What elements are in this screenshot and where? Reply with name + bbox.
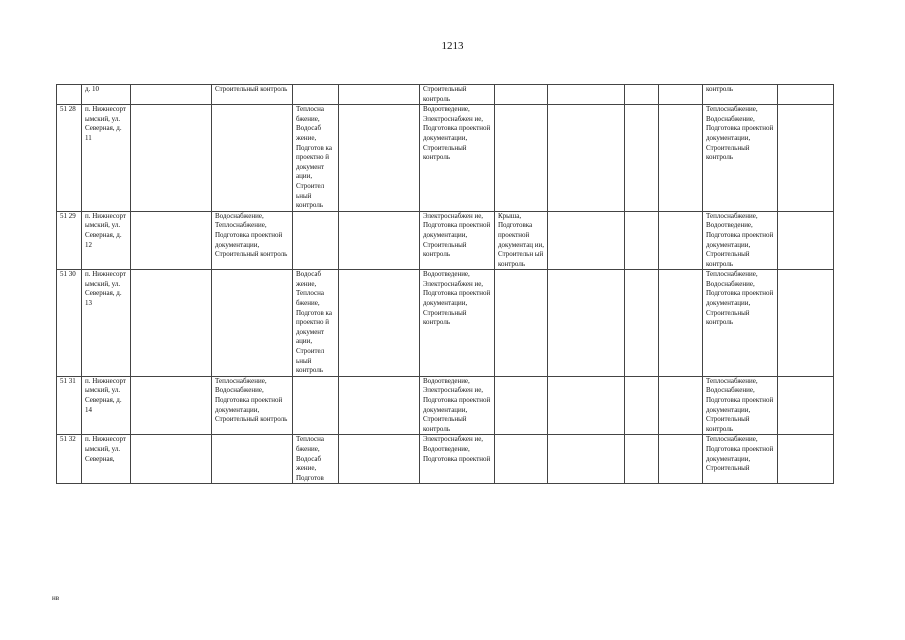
works-cell-roof (495, 85, 548, 105)
table-row (57, 435, 834, 484)
works-cell-engineering: Водоотведение, Электроснабжен ие, Подготовка проектной документации, Строительный контроль (420, 270, 495, 377)
works-cell-b: Теплосна бжение, Водосаб жение, Подготов (293, 435, 339, 484)
works-cell-a (212, 105, 293, 212)
row-number-cell: 51 32 (57, 435, 82, 484)
table-row (57, 376, 834, 435)
table-cell (625, 105, 659, 212)
works-cell-engineering: Электроснабжен ие, Водоотведение, Подготовка проектной (420, 435, 495, 484)
works-cell-a: Водоснабжение, Теплоснабжение, Подготовка проектной документации, Строительный контроль (212, 211, 293, 270)
table-cell (659, 435, 703, 484)
works-cell-a: Теплоснабжение, Водоснабжение, Подготовка проектной документации, Строительный контроль (212, 376, 293, 435)
table-cell (659, 85, 703, 105)
works-cell-engineering: Электроснабжен ие, Подготовка проектной документации, Строительный контроль (420, 211, 495, 270)
table-cell (659, 270, 703, 377)
table-cell (778, 105, 834, 212)
row-number-cell: 51 30 (57, 270, 82, 377)
works-cell-c: Теплоснабжение, Подготовка проектной документации, Строительный (703, 435, 778, 484)
works-cell-a (212, 270, 293, 377)
table-cell (131, 105, 212, 212)
address-cell: п. Нижнесорт ымский, ул. Северная, д. 11 (82, 105, 131, 212)
works-cell-c: Теплоснабжение, Водоснабжение, Подготовка проектной документации, Строительный контроль (703, 376, 778, 435)
works-cell-b (293, 211, 339, 270)
works-cell-engineering: Строительный контроль (420, 85, 495, 105)
works-cell-engineering: Водоотведение, Электроснабжен ие, Подготовка проектной документации, Строительный контроль (420, 376, 495, 435)
works-cell-b (293, 85, 339, 105)
works-cell-roof (495, 270, 548, 377)
works-cell-roof (495, 435, 548, 484)
works-cell-engineering: Водоотведение, Электроснабжен ие, Подготовка проектной документации, Строительный контроль (420, 105, 495, 212)
table-cell (778, 85, 834, 105)
table-cell (548, 211, 625, 270)
works-cell-c: Теплоснабжение, Водоснабжение, Подготовка проектной документации, Строительный контроль (703, 270, 778, 377)
works-cell-c: Теплоснабжение, Водоотведение, Подготовка проектной документации, Строительный контроль (703, 211, 778, 270)
table-cell (131, 211, 212, 270)
table-cell (625, 435, 659, 484)
table-cell (131, 435, 212, 484)
table-cell (548, 435, 625, 484)
table-cell (339, 105, 420, 212)
table-cell (339, 85, 420, 105)
table-row (57, 105, 834, 212)
works-cell-roof: Крыша, Подготовка проектной документац ии, Строительн ый контроль (495, 211, 548, 270)
table-cell (625, 376, 659, 435)
row-number-cell: 51 31 (57, 376, 82, 435)
table-cell (339, 376, 420, 435)
table-cell (339, 435, 420, 484)
table-cell (778, 270, 834, 377)
table-cell (778, 211, 834, 270)
table-cell (339, 270, 420, 377)
registry-table (56, 84, 834, 484)
table-cell (339, 211, 420, 270)
works-cell-c: Теплоснабжение, Водоснабжение, Подготовка проектной документации, Строительный контроль (703, 105, 778, 212)
address-cell: д. 10 (82, 85, 131, 105)
table-cell (625, 85, 659, 105)
address-cell: п. Нижнесорт ымский, ул. Северная, (82, 435, 131, 484)
row-number-cell (57, 85, 82, 105)
table-row (57, 270, 834, 377)
row-number-cell: 51 28 (57, 105, 82, 212)
works-cell-roof (495, 376, 548, 435)
table-cell (659, 376, 703, 435)
works-cell-b: Теплосна бжение, Водосаб жение, Подготов ка проектно й документ ации, Строител ьный контроль (293, 105, 339, 212)
row-number-cell: 51 29 (57, 211, 82, 270)
page-number: 1213 (441, 40, 464, 52)
table-cell (548, 270, 625, 377)
table-cell (625, 211, 659, 270)
table-cell (548, 105, 625, 212)
table-row (57, 211, 834, 270)
works-cell-a: Строительный контроль (212, 85, 293, 105)
footer-mark: нв (52, 594, 60, 602)
table-cell (778, 376, 834, 435)
table-cell (659, 105, 703, 212)
works-cell-a (212, 435, 293, 484)
table-cell (659, 211, 703, 270)
address-cell: п. Нижнесорт ымский, ул. Северная, д. 13 (82, 270, 131, 377)
table-row (57, 85, 834, 105)
table-cell (131, 85, 212, 105)
address-cell: п. Нижнесорт ымский, ул. Северная, д. 12 (82, 211, 131, 270)
table-cell (548, 376, 625, 435)
works-cell-b (293, 376, 339, 435)
address-cell: п. Нижнесорт ымский, ул. Северная, д. 14 (82, 376, 131, 435)
table-cell (131, 376, 212, 435)
works-cell-b: Водосаб жение, Теплосна бжение, Подготов ка проектно й документ ации, Строител ьный контроль (293, 270, 339, 377)
works-cell-c: контроль (703, 85, 778, 105)
table-cell (778, 435, 834, 484)
table-cell (625, 270, 659, 377)
table-cell (548, 85, 625, 105)
table-cell (131, 270, 212, 377)
works-cell-roof (495, 105, 548, 212)
